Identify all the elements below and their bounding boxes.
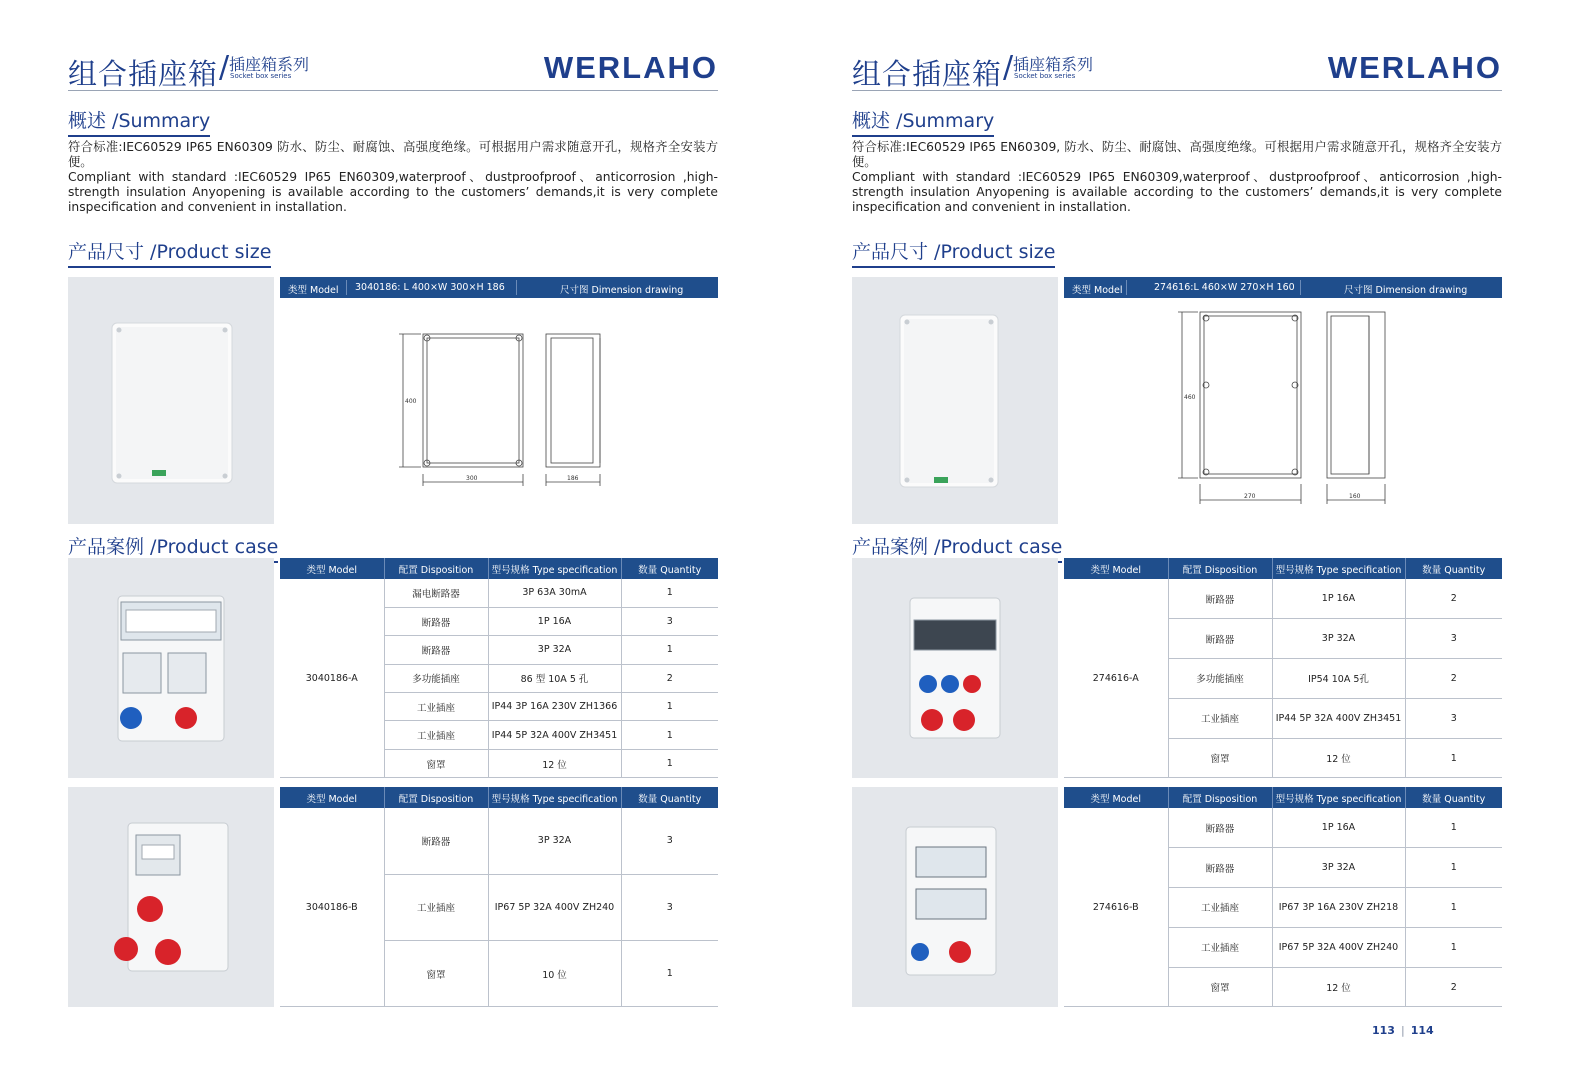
case-a-spec-table: [1064, 558, 1502, 778]
table-row: [1064, 808, 1502, 848]
spec-table-header: [280, 787, 718, 808]
brand-logo: WERLAHO: [1327, 50, 1502, 85]
disposition-cell: 工业插座: [384, 693, 488, 721]
column-header-type-spec: 型号规格 Type specification: [488, 787, 621, 808]
column-header-disposition: 配置 Disposition: [1168, 558, 1272, 579]
quantity-cell: 1: [1405, 927, 1502, 967]
type-spec-cell: 3P 63A 30mA: [488, 579, 621, 607]
dimension-drawing-svg: [280, 298, 718, 524]
disposition-cell: 断路器: [1168, 579, 1272, 619]
disposition-cell: 工业插座: [1168, 927, 1272, 967]
dim-depth-label: 160: [1349, 493, 1361, 500]
type-spec-cell: IP44 5P 32A 400V ZH3451: [1272, 698, 1405, 738]
type-spec-cell: 10 位: [488, 941, 621, 1007]
column-header-quantity: 数量 Quantity: [1405, 558, 1502, 579]
summary-text: [852, 140, 1502, 215]
column-header-model: 类型 Model: [280, 787, 384, 808]
model-value: 274616:L 460×W 270×H 160: [1154, 282, 1295, 293]
page-number-right: 114: [1410, 1024, 1434, 1037]
enclosure-image: [852, 277, 1058, 524]
divider: [1126, 280, 1127, 295]
disposition-cell: 工业插座: [1168, 888, 1272, 928]
column-header-disposition: 配置 Disposition: [1168, 787, 1272, 808]
type-spec-cell: 1P 16A: [1272, 579, 1405, 619]
summary-heading: 概述 /Summary: [68, 106, 210, 137]
quantity-cell: 1: [1405, 848, 1502, 888]
type-spec-cell: IP44 5P 32A 400V ZH3451: [488, 721, 621, 749]
disposition-cell: 断路器: [1168, 619, 1272, 659]
type-spec-cell: IP67 5P 32A 400V ZH240: [488, 874, 621, 940]
disposition-cell: 断路器: [1168, 808, 1272, 848]
column-header-disposition: 配置 Disposition: [384, 558, 488, 579]
title-slash: /: [1003, 50, 1014, 85]
product-case-heading: 产品案例 /Product case: [852, 532, 1062, 563]
type-spec-cell: 1P 16A: [1272, 808, 1405, 848]
column-header-quantity: 数量 Quantity: [621, 558, 718, 579]
disposition-cell: 多功能插座: [1168, 659, 1272, 699]
case-a-photo: [852, 558, 1058, 778]
page-number-separator: |: [1400, 1024, 1405, 1037]
dim-depth-label: 186: [567, 475, 579, 482]
dimension-header-bar: [280, 277, 718, 298]
column-header-type-spec: 型号规格 Type specification: [488, 558, 621, 579]
case-b-spec-table: [280, 787, 718, 1007]
type-spec-cell: 3P 32A: [1272, 848, 1405, 888]
model-cell: 3040186-A: [280, 579, 384, 778]
dim-width-label: 270: [1244, 493, 1256, 500]
column-header-model: 类型 Model: [1064, 787, 1168, 808]
model-value: 3040186: L 400×W 300×H 186: [355, 282, 505, 293]
quantity-cell: 2: [621, 664, 718, 692]
disposition-cell: 工业插座: [384, 721, 488, 749]
case-b-spec-table: [1064, 787, 1502, 1007]
summary-text: [68, 140, 718, 215]
column-header-type-spec: 型号规格 Type specification: [1272, 787, 1405, 808]
disposition-cell: 窗罩: [384, 749, 488, 777]
disposition-cell: 工业插座: [1168, 698, 1272, 738]
page-number-left: 113: [1372, 1024, 1395, 1037]
title-slash: /: [219, 50, 230, 85]
disposition-cell: 工业插座: [384, 874, 488, 940]
quantity-cell: 3: [1405, 619, 1502, 659]
type-spec-cell: 1P 16A: [488, 607, 621, 635]
product-photo: [68, 277, 274, 524]
page-numbers: [1369, 1024, 1437, 1037]
dimension-header-bar: [1064, 277, 1502, 298]
product-case-heading: 产品案例 /Product case: [68, 532, 278, 563]
quantity-cell: 1: [621, 693, 718, 721]
socket-box-image: [68, 558, 274, 778]
disposition-cell: 漏电断路器: [384, 579, 488, 607]
quantity-cell: 2: [1405, 659, 1502, 699]
quantity-cell: 1: [1405, 888, 1502, 928]
series-subtitle-en: Socket box series: [1014, 72, 1076, 80]
type-spec-cell: 3P 32A: [488, 636, 621, 664]
dimension-drawing: [1064, 298, 1502, 524]
product-photo: [852, 277, 1058, 524]
summary-line-en: Compliant with standard :IEC60529 IP65 EN60309,waterproof、dustproofproof、anticorrosion ,high-strength insulation Anyopening is available according to the customers’ demands,it is very complete inspecification and convenient in installation.: [68, 170, 718, 214]
model-cell: 3040186-B: [280, 808, 384, 1007]
quantity-cell: 3: [621, 874, 718, 940]
quantity-cell: 1: [621, 749, 718, 777]
disposition-cell: 窗罩: [384, 941, 488, 1007]
quantity-cell: 1: [1405, 738, 1502, 778]
type-spec-cell: IP44 3P 16A 230V ZH1366: [488, 693, 621, 721]
socket-box-image: [68, 787, 274, 1007]
quantity-cell: 3: [621, 808, 718, 874]
page-header: [852, 48, 1502, 91]
table-row: [1064, 579, 1502, 619]
catalog-page-left: [68, 0, 718, 1076]
series-subtitle: 插座箱系列: [229, 55, 310, 74]
page-title: 组合插座箱: [852, 57, 1003, 91]
case-b-photo: [68, 787, 274, 1007]
divider: [516, 280, 517, 295]
model-cell: 274616-A: [1064, 579, 1168, 778]
quantity-cell: 1: [621, 579, 718, 607]
series-subtitle: 插座箱系列: [1013, 55, 1094, 74]
summary-heading: 概述 /Summary: [852, 106, 994, 137]
disposition-cell: 断路器: [384, 636, 488, 664]
model-cell: 274616-B: [1064, 808, 1168, 1007]
series-subtitle-en: Socket box series: [230, 72, 292, 80]
type-spec-cell: IP54 10A 5孔: [1272, 659, 1405, 699]
spec-table-header: [280, 558, 718, 579]
socket-box-image: [852, 787, 1058, 1007]
divider: [1300, 280, 1301, 295]
socket-box-image: [852, 558, 1058, 778]
quantity-cell: 2: [1405, 967, 1502, 1007]
spec-table-header: [1064, 787, 1502, 808]
column-header-quantity: 数量 Quantity: [1405, 787, 1502, 808]
disposition-cell: 多功能插座: [384, 664, 488, 692]
dim-height-label: 400: [405, 398, 417, 405]
dim-height-label: 460: [1184, 394, 1196, 401]
quantity-cell: 1: [621, 941, 718, 1007]
quantity-cell: 1: [621, 721, 718, 749]
type-spec-cell: 12 位: [1272, 967, 1405, 1007]
summary-line-cn: 符合标准:IEC60529 IP65 EN60309 防水、防尘、耐腐蚀、高强度绝缘。可根据用户需求随意开孔，规格齐全安装方便。: [68, 140, 718, 169]
product-size-heading: 产品尺寸 /Product size: [852, 237, 1055, 268]
case-b-photo: [852, 787, 1058, 1007]
quantity-cell: 1: [1405, 808, 1502, 848]
summary-line-cn: 符合标准:IEC60529 IP65 EN60309, 防水、防尘、耐腐蚀、高强度绝缘。可根据用户需求随意开孔，规格齐全安装方便。: [852, 140, 1502, 169]
disposition-cell: 窗罩: [1168, 738, 1272, 778]
dimension-drawing: [280, 298, 718, 524]
disposition-cell: 窗罩: [1168, 967, 1272, 1007]
type-spec-cell: IP67 3P 16A 230V ZH218: [1272, 888, 1405, 928]
column-header-quantity: 数量 Quantity: [621, 787, 718, 808]
quantity-cell: 1: [621, 636, 718, 664]
quantity-cell: 3: [1405, 698, 1502, 738]
summary-line-en: Compliant with standard :IEC60529 IP65 EN60309,waterproof、dustproofproof、anticorrosion ,high-strength insulation Anyopening is available according to the customers’ demands,it is very complete inspecification and convenient in installation.: [852, 170, 1502, 214]
table-row: [280, 808, 718, 874]
disposition-cell: 断路器: [1168, 848, 1272, 888]
case-a-spec-table: [280, 558, 718, 778]
enclosure-image: [68, 277, 274, 524]
drawing-label: 尺寸图 Dimension drawing: [560, 285, 684, 296]
catalog-page-right: [852, 0, 1502, 1076]
quantity-cell: 2: [1405, 579, 1502, 619]
product-size-heading: 产品尺寸 /Product size: [68, 237, 271, 268]
divider: [346, 280, 347, 295]
spec-table-header: [1064, 558, 1502, 579]
type-spec-cell: 12 位: [1272, 738, 1405, 778]
model-label: 类型 Model: [288, 285, 339, 296]
page-header: [68, 48, 718, 91]
case-a-photo: [68, 558, 274, 778]
page-title: 组合插座箱: [68, 57, 219, 91]
dimension-drawing-svg: [1064, 298, 1502, 524]
disposition-cell: 断路器: [384, 808, 488, 874]
column-header-model: 类型 Model: [280, 558, 384, 579]
quantity-cell: 3: [621, 607, 718, 635]
model-label: 类型 Model: [1072, 285, 1123, 296]
dim-width-label: 300: [466, 475, 478, 482]
type-spec-cell: 3P 32A: [1272, 619, 1405, 659]
type-spec-cell: 3P 32A: [488, 808, 621, 874]
column-header-model: 类型 Model: [1064, 558, 1168, 579]
column-header-type-spec: 型号规格 Type specification: [1272, 558, 1405, 579]
type-spec-cell: 86 型 10A 5 孔: [488, 664, 621, 692]
type-spec-cell: 12 位: [488, 749, 621, 777]
column-header-disposition: 配置 Disposition: [384, 787, 488, 808]
type-spec-cell: IP67 5P 32A 400V ZH240: [1272, 927, 1405, 967]
table-row: [280, 579, 718, 607]
brand-logo: WERLAHO: [543, 50, 718, 85]
drawing-label: 尺寸图 Dimension drawing: [1344, 285, 1468, 296]
disposition-cell: 断路器: [384, 607, 488, 635]
